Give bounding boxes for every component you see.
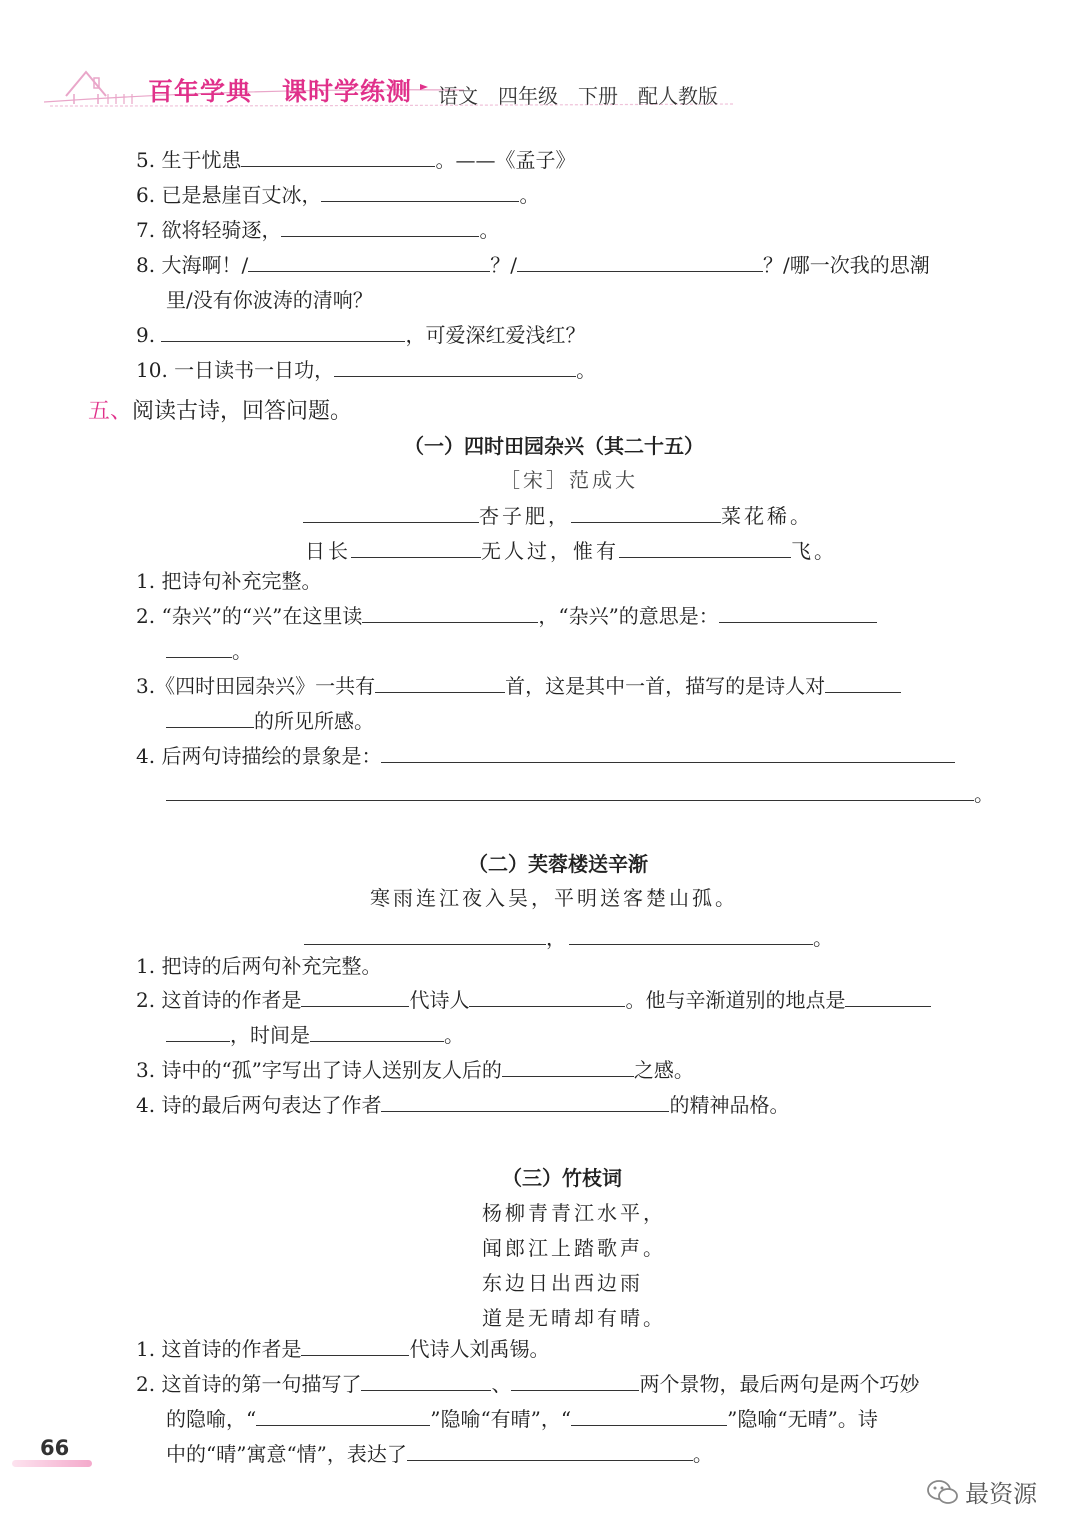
series-title: 课时学练测 [282,77,413,106]
answer-blank[interactable] [166,1023,230,1042]
q-number: 8. [136,253,156,277]
question-5 [136,148,575,172]
q-text: ？/哪一次我的思潮 [762,253,930,277]
question-8 [136,253,930,277]
poem-3-question-1 [136,1337,549,1361]
answer-blank[interactable] [281,218,479,237]
answer-blank[interactable] [375,674,505,693]
q-number: 1. [136,954,156,978]
q-text: 大海啊！/ [161,253,249,277]
poem-1-title: （一）四时田园杂兴（其二十五） [404,434,704,458]
answer-blank[interactable] [469,988,625,1007]
q-text: 一日读书一日功， [174,358,335,382]
q-text: ？/ [490,253,517,277]
subject-label: 语文 [438,84,478,108]
q-text: 欲将轻骑逐， [161,218,282,242]
question-9 [136,323,585,347]
answer-blank[interactable] [241,148,435,167]
answer-blank[interactable] [166,709,254,728]
q-text: 之感。 [633,1058,694,1082]
answer-blank[interactable] [256,1407,430,1426]
q-text: 代诗人刘禹锡。 [409,1337,550,1361]
q-text: ”隐喻“无晴”。诗 [727,1407,878,1431]
answer-blank[interactable] [304,926,546,945]
q-text: 代诗人 [409,988,470,1012]
question-10 [136,358,596,382]
poem-3-line-2: 闻郎江上踏歌声。 [482,1236,666,1260]
poem-3-line-1: 杨柳青青江水平， [482,1201,666,1225]
q-text: 。 [974,782,994,806]
poem-2-question-2-continued [166,1023,464,1047]
poem-3-question-2-continued-2 [166,1442,713,1466]
answer-blank[interactable] [334,358,576,377]
answer-blank[interactable] [407,1442,693,1461]
q-number: 4. [136,744,156,768]
q-text: 首，这是其中一首，描写的是诗人对 [505,674,826,698]
poem-2-line-1: 寒雨连江夜入吴，平明送客楚山孤。 [370,886,738,910]
poem-3-title: （三）竹枝词 [502,1166,622,1190]
answer-blank[interactable] [619,539,791,558]
q-text: 。他与辛渐道别的地点是 [625,988,846,1012]
poem-3-question-2-continued [166,1407,878,1431]
page-number-bar [12,1460,92,1467]
poem-1-question-4 [136,744,955,768]
q-number: 3. [136,674,156,698]
q-text: 这首诗的第一句描写了 [161,1372,362,1396]
q-number: 10. [136,358,168,382]
answer-blank[interactable] [303,504,479,523]
answer-blank[interactable] [361,1372,491,1391]
poem-1-question-2 [136,604,877,628]
answer-blank[interactable] [161,323,405,342]
answer-blank[interactable] [351,539,481,558]
poem-text: 日长 [305,539,351,563]
answer-blank[interactable] [301,1337,409,1356]
poem-2-question-3 [136,1058,694,1082]
q-number: 1. [136,1337,156,1361]
q-text: 。 [519,183,540,207]
answer-blank[interactable] [381,1093,669,1112]
answer-blank[interactable] [321,183,519,202]
answer-blank[interactable] [248,253,490,272]
poem-2-question-2 [136,988,931,1012]
q-text: ，“杂兴”的意思是： [538,604,719,628]
answer-blank[interactable] [571,1407,727,1426]
question-8-continued: 里/没有你波涛的清响？ [166,288,373,312]
q-number: 4. [136,1093,156,1117]
q-text: 。 [692,1442,713,1466]
poem-text: 菜花稀。 [721,504,813,528]
q-text: 把诗句补充完整。 [161,569,322,593]
poem-1-line-2 [305,535,837,564]
q-text: 的精神品格。 [669,1093,790,1117]
poem-1-question-1 [136,569,321,593]
poem-text: 飞。 [791,539,837,563]
poem-1-question-3-continued [166,709,374,733]
poem-1-question-3 [136,674,901,698]
answer-blank[interactable] [166,782,974,801]
poem-3-question-2 [136,1372,919,1396]
section-title: 阅读古诗，回答问题。 [132,399,353,424]
question-6 [136,183,539,207]
poem-1-author: ［宋］范成大 [500,468,638,492]
q-text: 。 [576,358,597,382]
q-text: “杂兴”的“兴”在这里读 [161,604,363,628]
q-text: 生于忧患 [161,148,242,172]
answer-blank[interactable] [719,604,877,623]
q-number: 9. [136,323,156,347]
q-text: 。 [444,1023,464,1047]
q-text: 把诗的后两句补充完整。 [161,954,382,978]
poem-1-line-1 [303,500,813,529]
answer-blank[interactable] [301,988,409,1007]
term-label: 下册 [578,84,618,108]
q-text: 这首诗的作者是 [161,1337,302,1361]
poem-3-line-4: 道是无晴却有晴。 [482,1306,666,1330]
poem-text: 杏子肥， [479,504,571,528]
q-number: 2. [136,604,156,628]
answer-blank[interactable] [166,639,232,658]
q-text: 、 [491,1372,512,1396]
q-text: 已是悬崖百丈冰， [161,183,322,207]
edition-label: 配人教版 [638,84,718,108]
watermark-text: 最资源 [965,1480,1038,1508]
q-text: 后两句诗描绘的景象是： [161,744,382,768]
q-text: 这首诗的作者是 [161,988,302,1012]
q-number: 5. [136,148,156,172]
answer-blank[interactable] [845,988,931,1007]
poem-text: 无人过，惟有 [481,539,619,563]
poem-2-title: （二）芙蓉楼送辛渐 [468,852,648,876]
q-text: 的隐喻，“ [166,1407,257,1431]
answer-blank[interactable] [362,604,538,623]
poem-3-line-3: 东边日出西边雨 [482,1271,643,1295]
question-7 [136,218,499,242]
q-text: 。 [232,639,252,663]
poem-1-question-4-continued [166,782,994,806]
q-text: ，可爱深红爱浅红？ [405,323,586,347]
q-number: 7. [136,218,156,242]
q-text: 诗的最后两句表达了作者 [161,1093,382,1117]
q-text: 的所见所感。 [254,709,374,733]
wechat-icon [926,1477,960,1507]
q-number: 1. [136,569,156,593]
answer-blank[interactable] [310,1023,444,1042]
q-number: 2. [136,988,156,1012]
poem-1-question-2-continued [166,639,252,663]
q-text: 中的“晴”寓意“情”，表达了 [166,1442,407,1466]
grade-label: 四年级 [498,84,558,108]
answer-blank[interactable] [511,1372,639,1391]
q-text: 。 [479,218,500,242]
q-text: ，时间是 [230,1023,310,1047]
poem-text: 。 [813,926,836,950]
answer-blank[interactable] [569,926,813,945]
poem-2-question-1 [136,954,381,978]
q-text: 诗中的“孤”字写出了诗人送别友人后的 [161,1058,502,1082]
section-number: 五、 [88,399,133,424]
brand-title: 百年学典 [148,77,253,106]
poem-2-line-2 [304,922,836,951]
answer-blank[interactable] [517,253,763,272]
watermark [926,1474,1037,1509]
section-heading [88,394,352,425]
q-number: 6. [136,183,156,207]
page-number: 66 [40,1436,70,1460]
q-text: 两个景物，最后两句是两个巧妙 [639,1372,920,1396]
answer-blank[interactable] [825,674,901,693]
poem-2-question-4 [136,1093,789,1117]
q-text: 《四时田园杂兴》一共有 [155,674,376,698]
q-number: 2. [136,1372,156,1396]
answer-blank[interactable] [502,1058,634,1077]
q-text: 。——《孟子》 [435,148,576,172]
q-number: 3. [136,1058,156,1082]
answer-blank[interactable] [571,504,721,523]
answer-blank[interactable] [381,744,955,763]
poem-text: ， [546,926,569,950]
q-text: ”隐喻“有晴”，“ [430,1407,572,1431]
